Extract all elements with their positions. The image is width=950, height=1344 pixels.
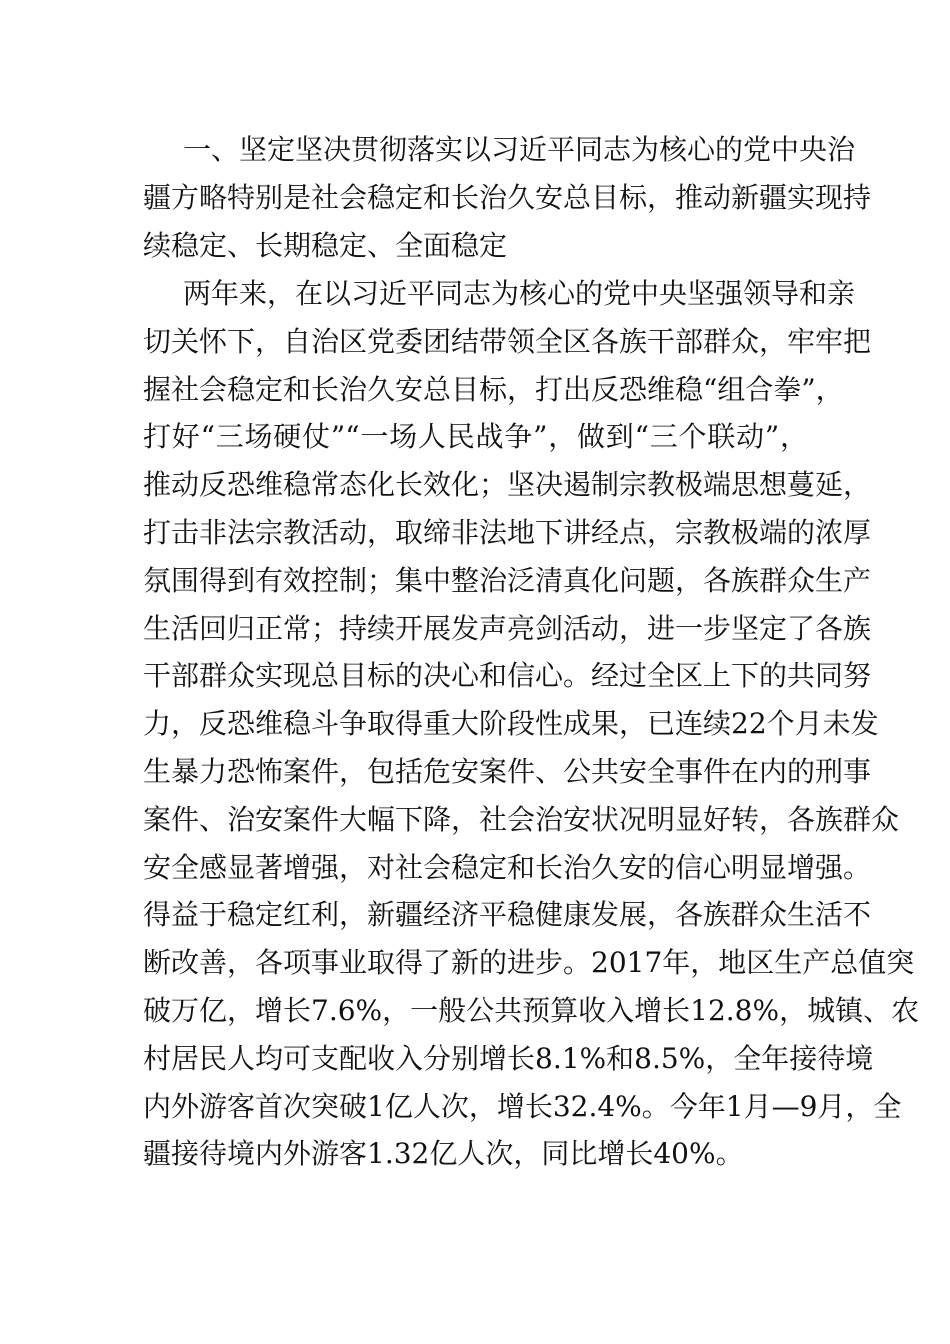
heading-line: 一、坚定坚决贯彻落实以习近平同志为核心的党中央治	[183, 133, 856, 166]
paragraph-line: 疆接待境内外游客1.32亿人次，同比增长40%。	[143, 1137, 744, 1171]
paragraph-line: 打好“三场硬仗”“一场人民战争”，做到“三个联动”，	[143, 420, 808, 454]
section-heading	[143, 126, 872, 269]
paragraph-line: 干部群众实现总目标的决心和信心。经过全区上下的共同努	[143, 659, 872, 693]
paragraph-line: 切关怀下，自治区党委团结带领全区各族干部群众，牢牢把	[143, 324, 872, 358]
paragraph-line: 生暴力恐怖案件，包括危安案件、公共安全事件在内的刑事	[143, 754, 872, 788]
paragraph-line: 村居民人均可支配收入分别增长8.1%和8.5%，全年接待境	[143, 1041, 874, 1075]
heading-line: 续稳定、长期稳定、全面稳定	[143, 228, 508, 262]
paragraph-line: 力，反恐维稳斗争取得重大阶段性成果，已连续22个月未发	[143, 707, 879, 741]
paragraph-line: 案件、治安案件大幅下降，社会治安状况明显好转，各族群众	[143, 802, 900, 836]
paragraph-line: 破万亿，增长7.6%，一般公共预算收入增长12.8%，城镇、农	[143, 993, 920, 1027]
paragraph-line: 断改善，各项事业取得了新的进步。2017年，地区生产总值突	[143, 946, 915, 980]
heading-line: 疆方略特别是社会稳定和长治久安总目标，推动新疆实现持	[143, 180, 872, 214]
paragraph-line: 两年来，在以习近平同志为核心的党中央坚强领导和亲	[183, 277, 856, 310]
paragraph-line: 生活回归正常；持续开展发声亮剑活动，进一步坚定了各族	[143, 611, 872, 645]
paragraph-line: 握社会稳定和长治久安总目标，打出反恐维稳“组合拳”，	[143, 372, 844, 406]
paragraph-line: 打击非法宗教活动，取缔非法地下讲经点，宗教极端的浓厚	[143, 515, 872, 549]
paragraph-line: 安全感显著增强，对社会稳定和长治久安的信心明显增强。	[143, 850, 872, 884]
paragraph-line: 推动反恐维稳常态化长效化；坚决遏制宗教极端思想蔓延，	[143, 468, 872, 502]
paragraph-line: 氛围得到有效控制；集中整治泛清真化问题，各族群众生产	[143, 563, 872, 597]
body-paragraph	[143, 270, 920, 1178]
paragraph-line: 得益于稳定红利，新疆经济平稳健康发展，各族群众生活不	[143, 898, 872, 932]
paragraph-line: 内外游客首次突破1亿人次，增长32.4%。今年1月—9月，全	[143, 1089, 902, 1123]
